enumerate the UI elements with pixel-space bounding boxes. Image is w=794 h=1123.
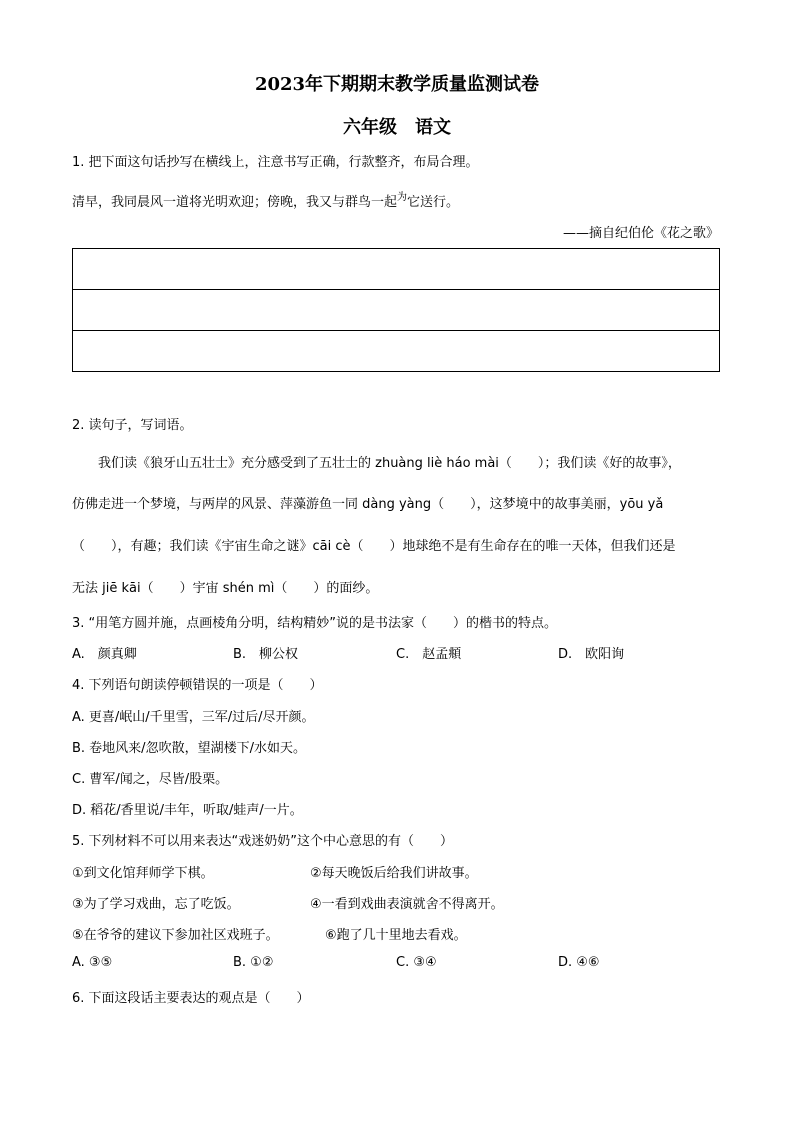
writing-line-1[interactable] — [73, 249, 719, 290]
q5-item-2: ②每天晚饭后给我们讲故事。 — [310, 866, 478, 881]
q5-item-4: ④一看到戏曲表演就舍不得离开。 — [310, 897, 504, 912]
q5-option-d: D. ④⑥ — [558, 955, 600, 970]
writing-line-2[interactable] — [73, 290, 719, 331]
q2-line-4: 无法 jiē kāi（ ）宇宙 shén mì（ ）的面纱。 — [72, 581, 379, 596]
q5-item-3: ③为了学习戏曲，忘了吃饭。 — [72, 897, 240, 912]
q4-option-a: A. 更喜/岷山/千里雪，三军/过后/尽开颜。 — [72, 710, 315, 725]
exam-title: 2023年下期期末教学质量监测试卷 — [254, 74, 540, 95]
q1-sentence — [72, 191, 459, 210]
q2-stem: 2. 读句子，写词语。 — [72, 418, 193, 433]
q4-option-c: C. 曹军/闻之，尽皆/股栗。 — [72, 772, 229, 787]
q5-option-b: B. ①② — [233, 955, 274, 970]
q3-option-b: B. 柳公权 — [233, 647, 299, 662]
q4-stem: 4. 下列语句朗读停顿错误的一项是（ ） — [72, 678, 323, 693]
q3-option-c: C. 赵孟頫 — [396, 647, 462, 662]
q5-item-1: ①到文化馆拜师学下棋。 — [72, 866, 214, 881]
q4-option-b: B. 卷地风来/忽吹散，望湖楼下/水如天。 — [72, 741, 306, 756]
q4-option-d: D. 稻花/香里说/丰年，听取/蛙声/一片。 — [72, 803, 303, 818]
q2-line-2: 仿佛走进一个梦境，与两岸的风景、萍藻游鱼一同 dàng yàng（ ），这梦境中的故事美丽，yōu yǎ — [72, 497, 664, 512]
q1-writing-box[interactable] — [72, 248, 720, 372]
q5-item-6: ⑥跑了几十里地去看戏。 — [325, 928, 467, 943]
q3-option-a: A. 颜真卿 — [72, 647, 137, 662]
q5-item-5: ⑤在爷爷的建议下参加社区戏班子。 — [72, 928, 279, 943]
q1-stem: 1. 把下面这句话抄写在横线上，注意书写正确，行款整齐，布局合理。 — [72, 155, 479, 170]
q1-sentence-superscript: 为 — [397, 192, 408, 203]
writing-line-3[interactable] — [73, 331, 719, 372]
q2-line-3: （ ），有趣；我们读《宇宙生命之谜》cāi cè（ ）地球绝不是有生命存在的唯一天体，但我们还是 — [72, 539, 676, 554]
q3-option-d: D. 欧阳询 — [558, 647, 625, 662]
q1-sentence-part-b: 它送行。 — [407, 195, 460, 210]
q2-line-1: 我们读《狼牙山五壮士》充分感受到了五壮士的 zhuàng liè háo mài（ ）；我们读《好的故事》， — [72, 456, 681, 471]
q5-option-a: A. ③⑤ — [72, 955, 113, 970]
q1-sentence-part-a: 清早，我同晨风一道将光明欢迎；傍晚，我又与群鸟一起 — [72, 195, 398, 210]
q5-stem: 5. 下列材料不可以用来表达“戏迷奶奶”这个中心意思的有（ ） — [72, 834, 454, 849]
q5-option-c: C. ③④ — [396, 955, 437, 970]
q3-stem: 3. “用笔方圆并施，点画棱角分明，结构精妙”说的是书法家（ ）的楷书的特点。 — [72, 616, 558, 631]
q6-stem: 6. 下面这段话主要表达的观点是（ ） — [72, 991, 310, 1006]
q1-attribution: ——摘自纪伯伦《花之歌》 — [562, 226, 719, 241]
exam-subtitle: 六年级 语文 — [343, 117, 451, 138]
